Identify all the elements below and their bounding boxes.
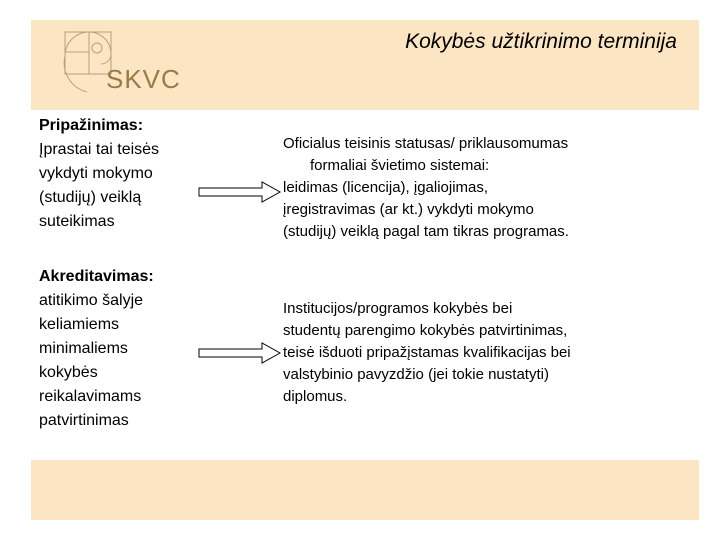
definition-line: studentų parengimo kokybės patvirtinimas, [283, 322, 568, 339]
header-band [31, 20, 699, 110]
page-title: Kokybės užtikrinimo terminija [405, 30, 677, 53]
definition-line: įregistravimas (ar kt.) vykdyti mokymo [283, 201, 534, 218]
logo-text: SKVC [106, 64, 181, 94]
definition-line: valstybinio pavyzdžio (jei tokie nustatyti) [283, 366, 549, 383]
definition-line: teisė išduoti pripažįstamas kvalifikacijas bei [283, 344, 571, 361]
term-description-line: suteikimas [39, 213, 115, 230]
definition-accreditation [283, 298, 693, 408]
slide [31, 20, 699, 520]
term-description-line: kokybės [39, 364, 98, 381]
right-arrow-icon [198, 342, 282, 364]
term-label: Pripažinimas: [39, 117, 144, 134]
footer-band [31, 460, 699, 520]
term-description-line: vykdyti mokymo [39, 165, 153, 182]
definition-line: leidimas (licencija), įgaliojimas, [283, 179, 489, 196]
term-description-line: atitikimo šalyje [39, 292, 144, 309]
term-description-line: patvirtinimas [39, 412, 129, 429]
right-arrow-icon [198, 181, 282, 203]
term-description-line: (studijų) veiklą [39, 189, 142, 206]
term-description-line: reikalavimams [39, 388, 142, 405]
definition-recognition [283, 133, 693, 243]
term-description-line: Įprastai tai teisės [39, 141, 160, 158]
definition-line: Institucijos/programos kokybės bei [283, 300, 513, 317]
definition-line: Oficialus teisinis statusas/ priklausomumas [283, 135, 569, 152]
term-description-line: minimaliems [39, 340, 128, 357]
term-label: Akreditavimas: [39, 268, 154, 285]
skvc-logo [53, 26, 183, 106]
definition-line: diplomus. [283, 388, 348, 405]
definition-line: formaliai švietimo sistemai: [310, 157, 490, 174]
term-recognition [39, 114, 239, 234]
term-description-line: keliamiems [39, 316, 120, 333]
definition-line: (studijų) veiklą pagal tam tikras programas. [283, 223, 569, 240]
